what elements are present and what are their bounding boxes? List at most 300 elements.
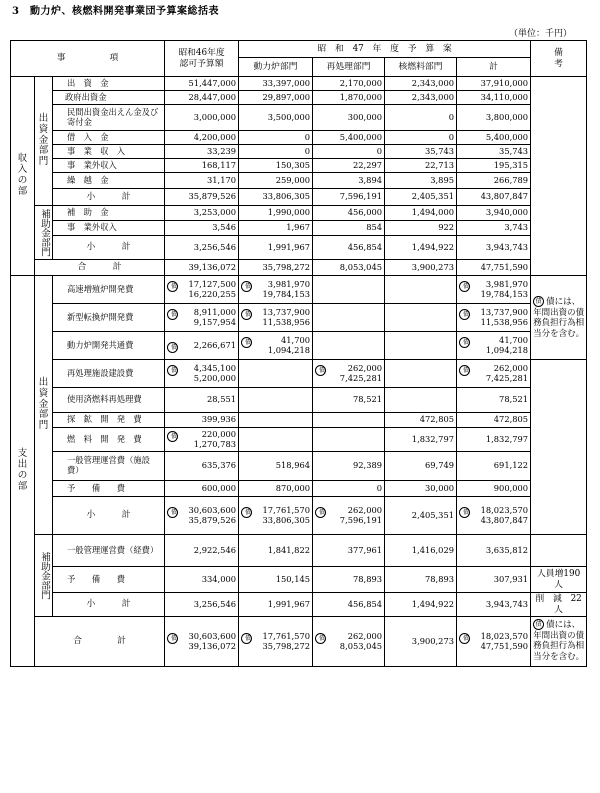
table-cell: 78,893 — [313, 567, 385, 593]
remark-text: 債には、年間出資の債務負担行為相当分を含む。 — [533, 620, 585, 662]
table-cell — [385, 617, 457, 667]
table-cell — [385, 413, 457, 428]
debt-marker-icon: 債 — [167, 507, 178, 518]
table-row — [11, 388, 587, 413]
cell-value: 92,389 — [353, 460, 383, 471]
table-cell — [457, 428, 531, 452]
table-cell: 3,743 — [457, 221, 531, 236]
table-cell — [165, 428, 239, 452]
table-cell: 3,940,000 — [457, 206, 531, 221]
table-row — [11, 145, 587, 159]
table-row — [11, 131, 587, 145]
side-label-char: 部 — [17, 185, 28, 197]
table-cell: 47,751,590 — [457, 260, 531, 276]
cell-value: 19,784,153 — [262, 288, 311, 299]
row-label: 事 業外収入 — [53, 159, 165, 173]
debt-marker-icon: 債 — [459, 365, 470, 376]
table-cell — [165, 617, 239, 667]
remarks-personnel-increase: 人員増190人 — [531, 567, 587, 593]
table-cell: 307,931 — [457, 567, 531, 593]
table-cell: 150,305 — [239, 159, 313, 173]
table-cell: 334,000 — [165, 567, 239, 593]
table-cell: 35,798,272 — [239, 260, 313, 276]
table-cell: 7,596,191 — [313, 189, 385, 206]
table-cell: 0 — [385, 105, 457, 131]
table-row — [11, 221, 587, 236]
table-cell: 35,879,526 — [165, 189, 239, 206]
table-cell: 922 — [385, 221, 457, 236]
table-cell: 35,743 — [457, 145, 531, 159]
side-hojokin: 補助金部門 — [35, 535, 53, 617]
table-cell — [239, 617, 313, 667]
cell-value: 30,000 — [425, 482, 455, 493]
cell-value: 17,127,500 — [188, 278, 237, 289]
cell-value: 13,737,900 — [262, 306, 311, 317]
table-cell: 3,000,000 — [165, 105, 239, 131]
side-label-char: 出 — [38, 376, 49, 388]
cell-value: 41,700 — [499, 334, 529, 345]
table-cell — [239, 413, 313, 428]
table-cell: 22,297 — [313, 159, 385, 173]
remarks-note-2 — [531, 617, 587, 667]
table-cell — [165, 481, 239, 497]
table-cell — [165, 413, 239, 428]
table-cell — [313, 413, 385, 428]
cell-value: 33,806,305 — [262, 514, 311, 525]
cell-value: 1,094,218 — [267, 344, 311, 355]
table-row — [11, 236, 587, 260]
table-cell: 3,943,743 — [457, 236, 531, 260]
table-cell — [165, 497, 239, 535]
side-label-char: 金 — [38, 398, 49, 410]
cell-value: 472,805 — [493, 414, 529, 425]
table-cell: 3,635,812 — [457, 535, 531, 567]
remarks-note-1 — [531, 276, 587, 360]
table-cell: 168,117 — [165, 159, 239, 173]
side-label-char: 収 — [17, 153, 28, 165]
table-cell — [385, 481, 457, 497]
debt-marker-icon: 債 — [241, 633, 252, 644]
side-label-char: 門 — [38, 420, 49, 432]
table-cell: 22,713 — [385, 159, 457, 173]
cell-value: 635,376 — [201, 460, 237, 471]
debt-marker-icon: 債 — [459, 309, 470, 320]
cell-value: 7,425,281 — [485, 372, 529, 383]
cell-value: 13,737,900 — [480, 306, 529, 317]
table-cell — [313, 332, 385, 360]
row-label: 補 助 金 — [53, 206, 165, 221]
table-cell — [457, 304, 531, 332]
header-jiko: 事 項 — [11, 41, 165, 77]
row-label: 一般管理運営費（施設費） — [53, 452, 165, 481]
table-cell: 3,546 — [165, 221, 239, 236]
header-remarks: 備 考 — [531, 41, 587, 77]
debt-marker-icon: 債 — [241, 309, 252, 320]
cell-value: 30,603,600 — [188, 630, 237, 641]
row-label: 予 備 費 — [53, 481, 165, 497]
row-label: 民間出資金出えん金及び寄付金 — [53, 105, 165, 131]
row-label: 小 計 — [53, 189, 165, 206]
debt-marker-icon: 債 — [459, 337, 470, 348]
side-label-char: 資 — [38, 387, 49, 399]
cell-value: 600,000 — [201, 482, 237, 493]
row-label: 合 計 — [35, 260, 165, 276]
cell-value: 8,911,000 — [193, 306, 237, 317]
debt-marker-icon: 債 — [315, 507, 326, 518]
side-label-char: の — [17, 175, 28, 186]
cell-value: 2,266,671 — [193, 339, 237, 350]
table-cell — [165, 452, 239, 481]
cell-value: 41,700 — [281, 334, 311, 345]
row-label: 小 計 — [53, 593, 165, 617]
cell-value: 39,136,072 — [188, 640, 237, 651]
side-hojokin: 補助金部門 — [35, 206, 53, 260]
table-cell — [313, 497, 385, 535]
cell-value: 1,832,797 — [411, 433, 455, 444]
table-cell: 3,895 — [385, 173, 457, 189]
table-cell: 195,315 — [457, 159, 531, 173]
table-cell: 5,400,000 — [313, 131, 385, 145]
side-label-char: 出 — [38, 112, 49, 124]
remarks-cell — [531, 360, 587, 535]
table-cell — [313, 452, 385, 481]
table-cell — [239, 276, 313, 304]
cell-value: 11,538,956 — [480, 316, 529, 327]
document-title: 3 動力炉、核燃料開発事業団予算案総括表 — [12, 6, 219, 17]
cell-value: 35,879,526 — [188, 514, 237, 525]
table-row — [11, 567, 587, 593]
table-cell — [313, 360, 385, 388]
row-label: 繰 越 金 — [53, 173, 165, 189]
table-cell: 51,447,000 — [165, 77, 239, 91]
debt-marker-icon: 債 — [167, 342, 178, 353]
row-label: 予 備 費 — [53, 567, 165, 593]
cell-value: 1,832,797 — [485, 433, 529, 444]
table-cell: 2,922,546 — [165, 535, 239, 567]
table-cell: 2,405,351 — [385, 189, 457, 206]
table-cell: 35,743 — [385, 145, 457, 159]
cell-value: 7,425,281 — [339, 372, 383, 383]
table-cell: 1,967 — [239, 221, 313, 236]
table-cell — [313, 304, 385, 332]
debt-marker-icon: 債 — [533, 619, 544, 630]
table-cell: 3,943,743 — [457, 593, 531, 617]
debt-marker-icon: 債 — [167, 633, 178, 644]
remarks-cell — [531, 77, 587, 276]
table-cell — [239, 304, 313, 332]
side-label-char: 部 — [38, 409, 49, 421]
table-row — [11, 189, 587, 206]
debt-marker-icon: 債 — [167, 281, 178, 292]
table-cell: 3,256,546 — [165, 236, 239, 260]
row-label: 小 計 — [53, 236, 165, 260]
table-cell — [385, 276, 457, 304]
table-cell — [313, 388, 385, 413]
cell-value: 78,521 — [353, 394, 383, 405]
table-cell — [457, 452, 531, 481]
cell-value: 7,596,191 — [339, 514, 383, 525]
table-row — [11, 360, 587, 388]
row-label: 事 業 収 入 — [53, 145, 165, 159]
table-cell — [239, 497, 313, 535]
debt-marker-icon: 債 — [315, 365, 326, 376]
table-cell — [385, 304, 457, 332]
table-cell — [457, 388, 531, 413]
table-cell — [457, 332, 531, 360]
side-label-char: 資 — [38, 123, 49, 135]
table-cell: 43,807,847 — [457, 189, 531, 206]
table-row — [11, 159, 587, 173]
row-label: 一般管理運営費（経費） — [53, 535, 165, 567]
table-cell: 28,447,000 — [165, 91, 239, 105]
table-cell: 78,893 — [385, 567, 457, 593]
table-cell: 1,416,029 — [385, 535, 457, 567]
table-cell — [385, 388, 457, 413]
side-label-char: 支 — [17, 448, 28, 460]
table-cell — [313, 276, 385, 304]
row-label: 新型転換炉開発費 — [53, 304, 165, 332]
row-label: 動力炉開発共通費 — [53, 332, 165, 360]
table-cell — [457, 481, 531, 497]
table-cell: 3,500,000 — [239, 105, 313, 131]
table-cell — [165, 388, 239, 413]
cell-value: 35,798,272 — [262, 640, 311, 651]
table-cell: 1,494,000 — [385, 206, 457, 221]
side-label-char: の — [17, 470, 28, 481]
table-cell: 456,000 — [313, 206, 385, 221]
table-cell — [313, 428, 385, 452]
row-label: 合 計 — [35, 617, 165, 667]
cell-value: 3,981,970 — [267, 278, 311, 289]
table-cell — [239, 388, 313, 413]
cell-value: 69,749 — [425, 460, 455, 471]
table-cell — [239, 452, 313, 481]
table-cell: 259,000 — [239, 173, 313, 189]
cell-value: 1,270,783 — [193, 438, 237, 449]
cell-value: 28,551 — [207, 394, 237, 405]
side-shusshikin — [35, 77, 53, 206]
side-shusshikin — [35, 276, 53, 535]
debt-marker-icon: 債 — [241, 507, 252, 518]
cell-value: 11,538,956 — [262, 316, 311, 327]
cell-value: 472,805 — [419, 414, 455, 425]
cell-value: 18,023,570 — [480, 504, 529, 515]
table-cell: 0 — [239, 131, 313, 145]
debt-marker-icon: 債 — [315, 633, 326, 644]
table-cell — [165, 304, 239, 332]
table-row — [11, 105, 587, 131]
table-cell: 1,494,922 — [385, 236, 457, 260]
table-cell: 0 — [239, 145, 313, 159]
cell-value: 262,000 — [493, 362, 529, 373]
header-fy47: 昭 和 47 年 度 予 算 案 — [239, 41, 531, 58]
table-cell: 2,343,000 — [385, 77, 457, 91]
table-row — [11, 304, 587, 332]
side-label-char: 金 — [38, 134, 49, 146]
cell-value: 30,603,600 — [188, 504, 237, 515]
table-cell — [457, 617, 531, 667]
row-label: 小 計 — [53, 497, 165, 535]
table-cell — [385, 497, 457, 535]
table-cell — [385, 428, 457, 452]
cell-value: 518,964 — [275, 460, 311, 471]
cell-value: 16,220,255 — [188, 288, 237, 299]
table-cell: 456,854 — [313, 593, 385, 617]
table-cell: 3,900,273 — [385, 260, 457, 276]
header-saishori: 再処理部門 — [313, 58, 385, 77]
table-cell — [457, 413, 531, 428]
table-cell: 4,200,000 — [165, 131, 239, 145]
row-label: 政府出資金 — [53, 91, 165, 105]
cell-value: 0 — [376, 482, 383, 493]
table-row — [11, 41, 587, 58]
debt-marker-icon: 債 — [167, 309, 178, 320]
table-cell — [385, 360, 457, 388]
cell-value: 1,094,218 — [485, 344, 529, 355]
table-row — [11, 413, 587, 428]
table-cell — [165, 276, 239, 304]
table-cell — [165, 360, 239, 388]
table-cell — [239, 360, 313, 388]
table-cell: 2,343,000 — [385, 91, 457, 105]
side-label-char: 部 — [17, 480, 28, 492]
table-cell — [239, 428, 313, 452]
side-expenditure — [11, 276, 35, 667]
remarks-cell — [531, 535, 587, 567]
row-label: 借 入 金 — [53, 131, 165, 145]
table-row — [11, 617, 587, 667]
table-cell: 3,894 — [313, 173, 385, 189]
remarks-personnel-reduction: 削 減 22人 — [531, 593, 587, 617]
table-cell — [385, 332, 457, 360]
table-cell: 31,170 — [165, 173, 239, 189]
table-cell: 39,136,072 — [165, 260, 239, 276]
header-kaku: 核燃料部門 — [385, 58, 457, 77]
table-cell: 1,494,922 — [385, 593, 457, 617]
table-cell: 150,145 — [239, 567, 313, 593]
table-cell: 300,000 — [313, 105, 385, 131]
table-cell: 33,397,000 — [239, 77, 313, 91]
table-cell — [239, 332, 313, 360]
table-row — [11, 260, 587, 276]
row-label: 探 鉱 開 発 費 — [53, 413, 165, 428]
cell-value: 399,936 — [201, 414, 237, 425]
table-cell: 3,253,000 — [165, 206, 239, 221]
cell-value: 19,784,153 — [480, 288, 529, 299]
table-cell: 377,961 — [313, 535, 385, 567]
table-cell — [313, 617, 385, 667]
debt-marker-icon: 債 — [533, 296, 544, 307]
table-cell: 33,806,305 — [239, 189, 313, 206]
cell-value: 3,981,970 — [485, 278, 529, 289]
cell-value: 43,807,847 — [480, 514, 529, 525]
table-cell — [457, 276, 531, 304]
row-label: 燃 料 開 発 費 — [53, 428, 165, 452]
debt-marker-icon: 債 — [459, 507, 470, 518]
table-cell: 34,110,000 — [457, 91, 531, 105]
header-total: 計 — [457, 58, 531, 77]
table-cell: 1,991,967 — [239, 593, 313, 617]
table-row — [11, 206, 587, 221]
unit-label: （単位：千円） — [508, 29, 572, 39]
remark-text: 債には、年間出資の債務負担行為相当分を含む。 — [533, 297, 585, 339]
table-cell — [457, 497, 531, 535]
table-cell: 1,870,000 — [313, 91, 385, 105]
row-label: 高速増殖炉開発費 — [53, 276, 165, 304]
debt-marker-icon: 債 — [459, 633, 470, 644]
table-cell — [239, 481, 313, 497]
table-row — [11, 497, 587, 535]
cell-value: 4,345,100 — [193, 362, 237, 373]
table-row — [11, 332, 587, 360]
cell-value: 220,000 — [201, 428, 237, 439]
side-label-char: 出 — [17, 459, 28, 471]
table-row — [11, 481, 587, 497]
cell-value: 3,900,273 — [411, 635, 455, 646]
debt-marker-icon: 債 — [167, 431, 178, 442]
header-doryokuro: 動力炉部門 — [239, 58, 313, 77]
table-cell: 33,239 — [165, 145, 239, 159]
side-label-char: 門 — [38, 156, 49, 168]
table-cell: 854 — [313, 221, 385, 236]
table-cell: 37,910,000 — [457, 77, 531, 91]
table-cell: 1,841,822 — [239, 535, 313, 567]
row-label: 再処理施設建設費 — [53, 360, 165, 388]
row-label: 事 業外収入 — [53, 221, 165, 236]
table-cell: 5,400,000 — [457, 131, 531, 145]
side-label-char: 部 — [38, 145, 49, 157]
cell-value: 262,000 — [347, 362, 383, 373]
table-row — [11, 173, 587, 189]
cell-value: 262,000 — [347, 630, 383, 641]
cell-value: 262,000 — [347, 504, 383, 515]
debt-marker-icon: 債 — [167, 365, 178, 376]
table-cell: 3,800,000 — [457, 105, 531, 131]
table-cell — [313, 481, 385, 497]
cell-value: 17,761,570 — [262, 504, 311, 515]
cell-value: 78,521 — [499, 394, 529, 405]
table-cell: 0 — [313, 145, 385, 159]
table-row — [11, 593, 587, 617]
table-cell: 3,256,546 — [165, 593, 239, 617]
table-cell: 1,990,000 — [239, 206, 313, 221]
debt-marker-icon: 債 — [459, 281, 470, 292]
table-cell — [165, 332, 239, 360]
cell-value: 5,200,000 — [193, 372, 237, 383]
cell-value: 9,157,954 — [193, 316, 237, 327]
budget-summary-table — [10, 40, 599, 667]
table-cell: 8,053,045 — [313, 260, 385, 276]
table-row — [11, 276, 587, 304]
table-row — [11, 428, 587, 452]
row-label: 出 資 金 — [53, 77, 165, 91]
cell-value: 870,000 — [275, 482, 311, 493]
row-label: 使用済燃料再処理費 — [53, 388, 165, 413]
cell-value: 18,023,570 — [480, 630, 529, 641]
table-row — [11, 535, 587, 567]
table-cell: 1,991,967 — [239, 236, 313, 260]
table-cell: 266,789 — [457, 173, 531, 189]
side-label-char: 入 — [17, 164, 28, 176]
table-cell: 0 — [385, 131, 457, 145]
cell-value: 2,405,351 — [411, 509, 455, 520]
cell-value: 47,751,590 — [480, 640, 529, 651]
cell-value: 900,000 — [493, 482, 529, 493]
debt-marker-icon: 債 — [241, 281, 252, 292]
table-cell — [457, 360, 531, 388]
cell-value: 691,122 — [493, 460, 529, 471]
table-cell: 2,170,000 — [313, 77, 385, 91]
